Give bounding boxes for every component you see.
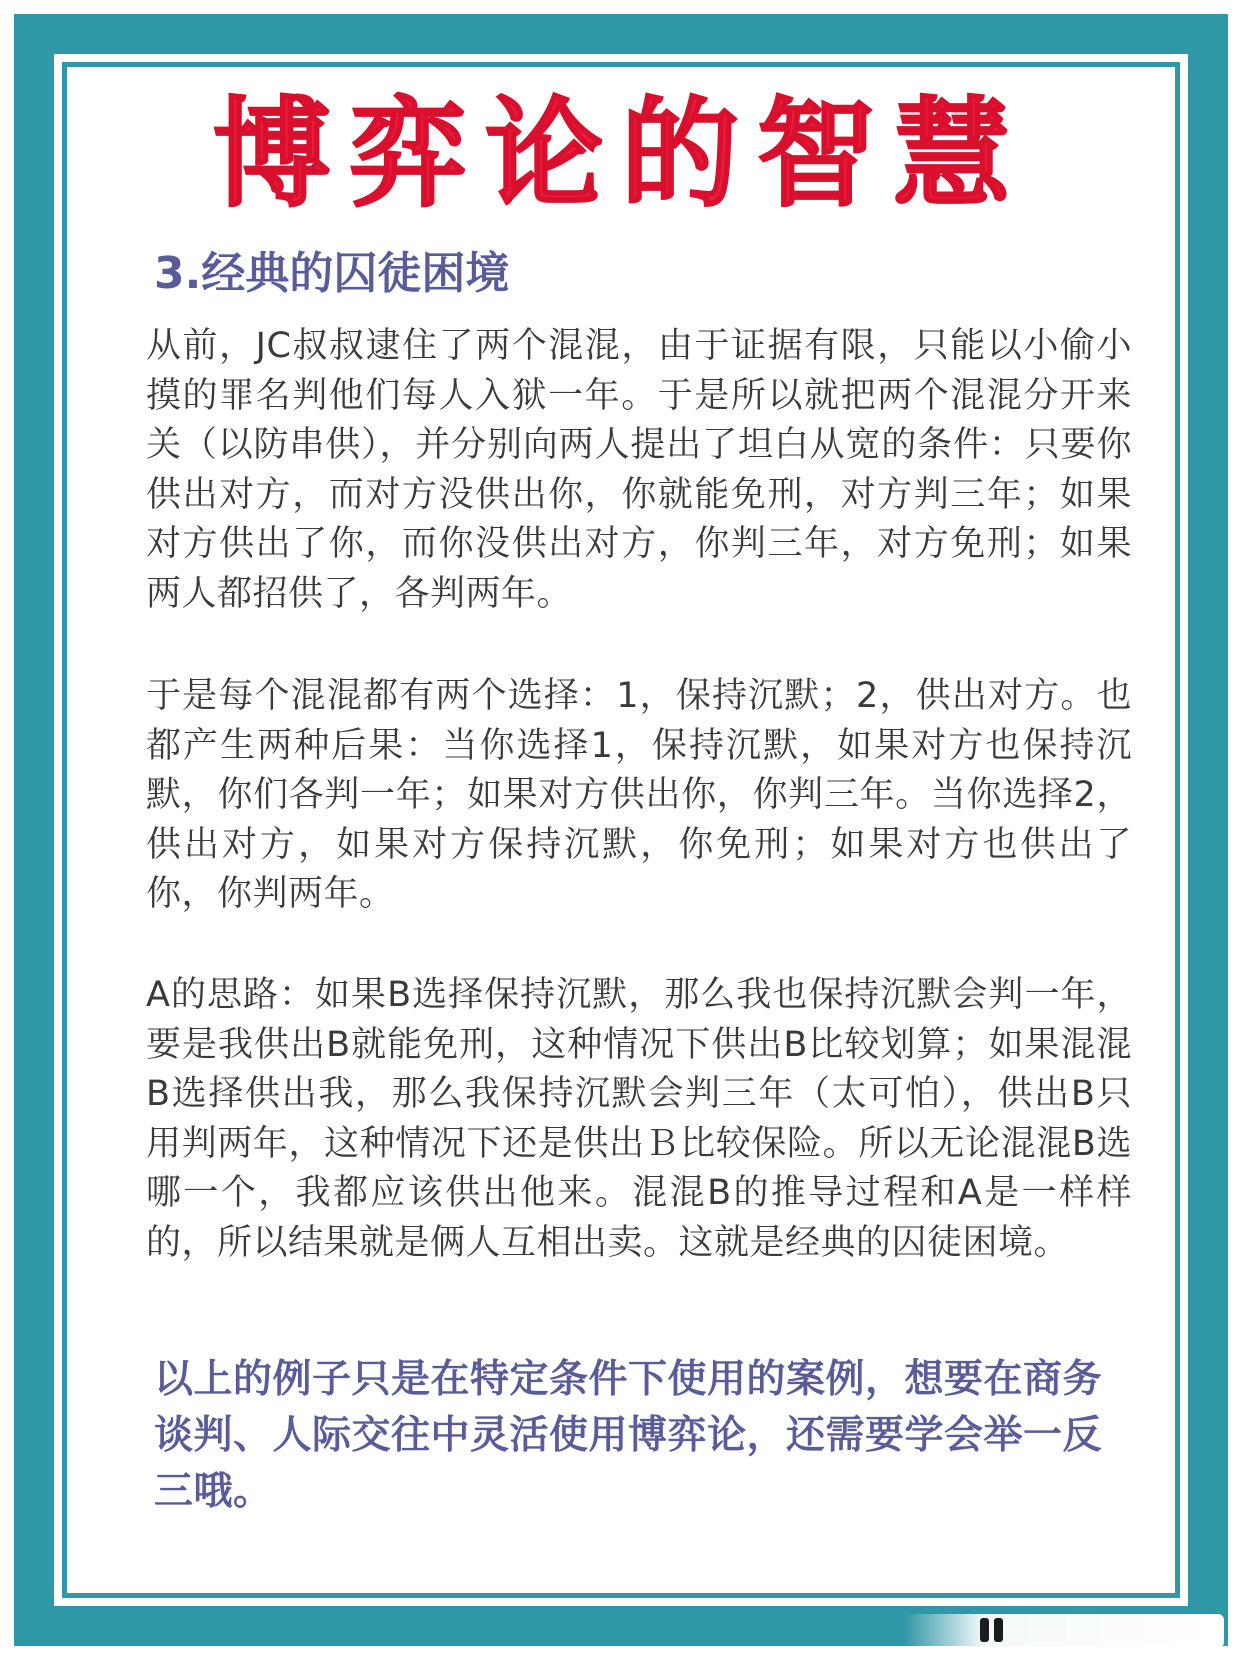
watermark-icon [980, 1618, 1020, 1644]
paragraph-reasoning: A的思路：如果B选择保持沉默，那么我也保持沉默会判一年，要是我供出B就能免刑，这种情况下供出B比较划算；如果混混B选择供出我，那么我保持沉默会判三年（太可怕），供出B只用判两年，这种情况下还是供出Ｂ比较保险。所以无论混混B选哪一个，我都应该供出他来。混混B的推导过程和A是一样样的，所以结果就是俩人互相出卖。这就是经典的囚徒困境。 [146, 975, 1132, 1263]
paragraph-story: 从前，JC叔叔逮住了两个混混，由于证据有限，只能以小偷小摸的罪名判他们每人入狱一年。于是所以就把两个混混分开来关（以防串供），并分别向两人提出了坦白从宽的条件：只要你供出对方，而对方没供出你，你就能免刑，对方判三年；如果对方供出了你，而你没供出对方，你判三年，对方免刑；如果两人都招供了，各判两年。 [146, 326, 1132, 614]
watermark-overlay [904, 1614, 1224, 1648]
document-title: 博弈论的智慧 [212, 85, 1029, 223]
conclusion-text: 以上的例子只是在特定条件下使用的案例，想要在商务谈判、人际交往中灵活使用博弈论，还需要学会举一反三哦。 [154, 1357, 1103, 1514]
paragraph-choices: 于是每个混混都有两个选择：1，保持沉默；2，供出对方。也都产生两种后果：当你选择1，保持沉默，如果对方也保持沉默，你们各判一年；如果对方供出你，你判三年。当你选择2，供出对方，如果对方保持沉默，你免刑；如果对方也供出了你，你判两年。 [146, 676, 1132, 914]
section-heading: 3.经典的囚徒困境 [154, 248, 510, 299]
